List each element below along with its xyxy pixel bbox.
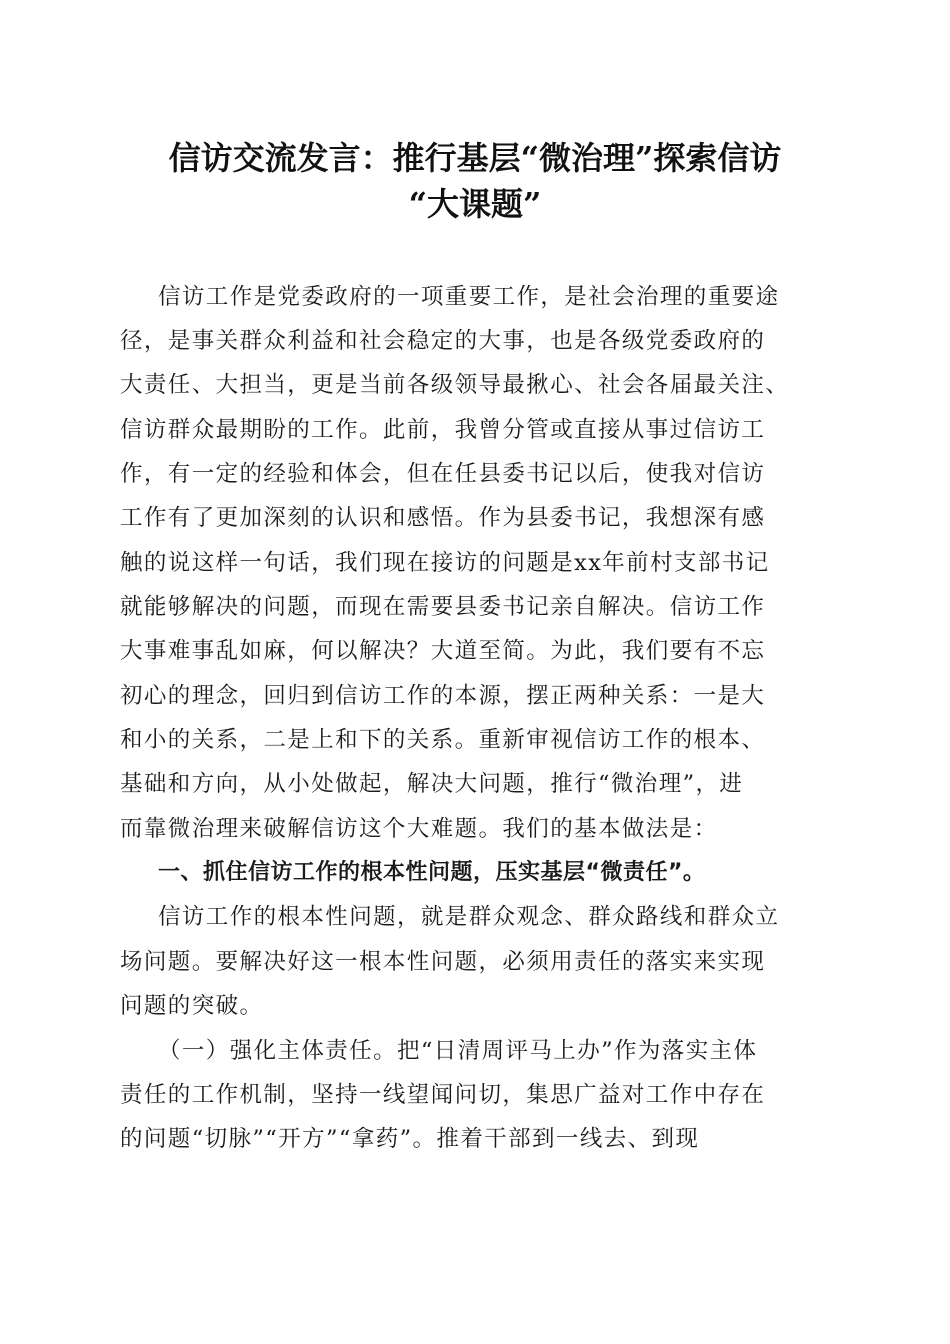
section-heading: 一、抓住信访工作的根本性问题，压实基层“微责任”。 — [158, 860, 706, 885]
paragraph-line: 作，有一定的经验和体会，但在任县委书记以后，使我对信访 — [120, 461, 766, 487]
paragraph-line: 大责任、大担当，更是当前各级领导最揪心、社会各届最关注、 — [120, 372, 790, 398]
paragraph-line: 触的说这样一句话，我们现在接访的问题是xx年前村支部书记 — [120, 550, 770, 576]
paragraph-line: 大事难事乱如麻，何以解决？大道至简。为此，我们要有不忘 — [120, 638, 766, 664]
paragraph-line: 径，是事关群众利益和社会稳定的大事，也是各级党委政府的 — [120, 328, 766, 354]
paragraph-line: （一）强化主体责任。把“日清周评马上办”作为落实主体 — [158, 1038, 758, 1064]
paragraph-line: 场问题。要解决好这一根本性问题，必须用责任的落实来实现 — [120, 949, 766, 975]
paragraph-line: 而靠微治理来破解信访这个大难题。我们的基本做法是： — [120, 816, 718, 842]
document-title-line-2: “大课题” — [408, 185, 542, 223]
paragraph-line: 的问题“切脉”“开方”“拿药”。推着干部到一线去、到现 — [120, 1126, 700, 1152]
paragraph-line: 基础和方向，从小处做起，解决大问题，推行“微治理”，进 — [120, 771, 744, 797]
paragraph-line: 就能够解决的问题，而现在需要县委书记亲自解决。信访工作 — [120, 594, 766, 620]
paragraph-line: 问题的突破。 — [120, 993, 264, 1019]
paragraph-line: 工作有了更加深刻的认识和感悟。作为县委书记，我想深有感 — [120, 505, 766, 531]
document-title-line-1: 信访交流发言：推行基层“微治理”探索信访 — [168, 139, 782, 177]
paragraph-line: 信访群众最期盼的工作。此前，我曾分管或直接从事过信访工 — [120, 417, 766, 443]
paragraph-line: 初心的理念，回归到信访工作的本源，摆正两种关系：一是大 — [120, 683, 766, 709]
paragraph-line: 信访工作是党委政府的一项重要工作，是社会治理的重要途 — [158, 284, 780, 310]
paragraph-line: 信访工作的根本性问题，就是群众观念、群众路线和群众立 — [158, 904, 780, 930]
paragraph-line: 责任的工作机制，坚持一线望闻问切，集思广益对工作中存在 — [120, 1082, 766, 1108]
paragraph-line: 和小的关系，二是上和下的关系。重新审视信访工作的根本、 — [120, 727, 766, 753]
